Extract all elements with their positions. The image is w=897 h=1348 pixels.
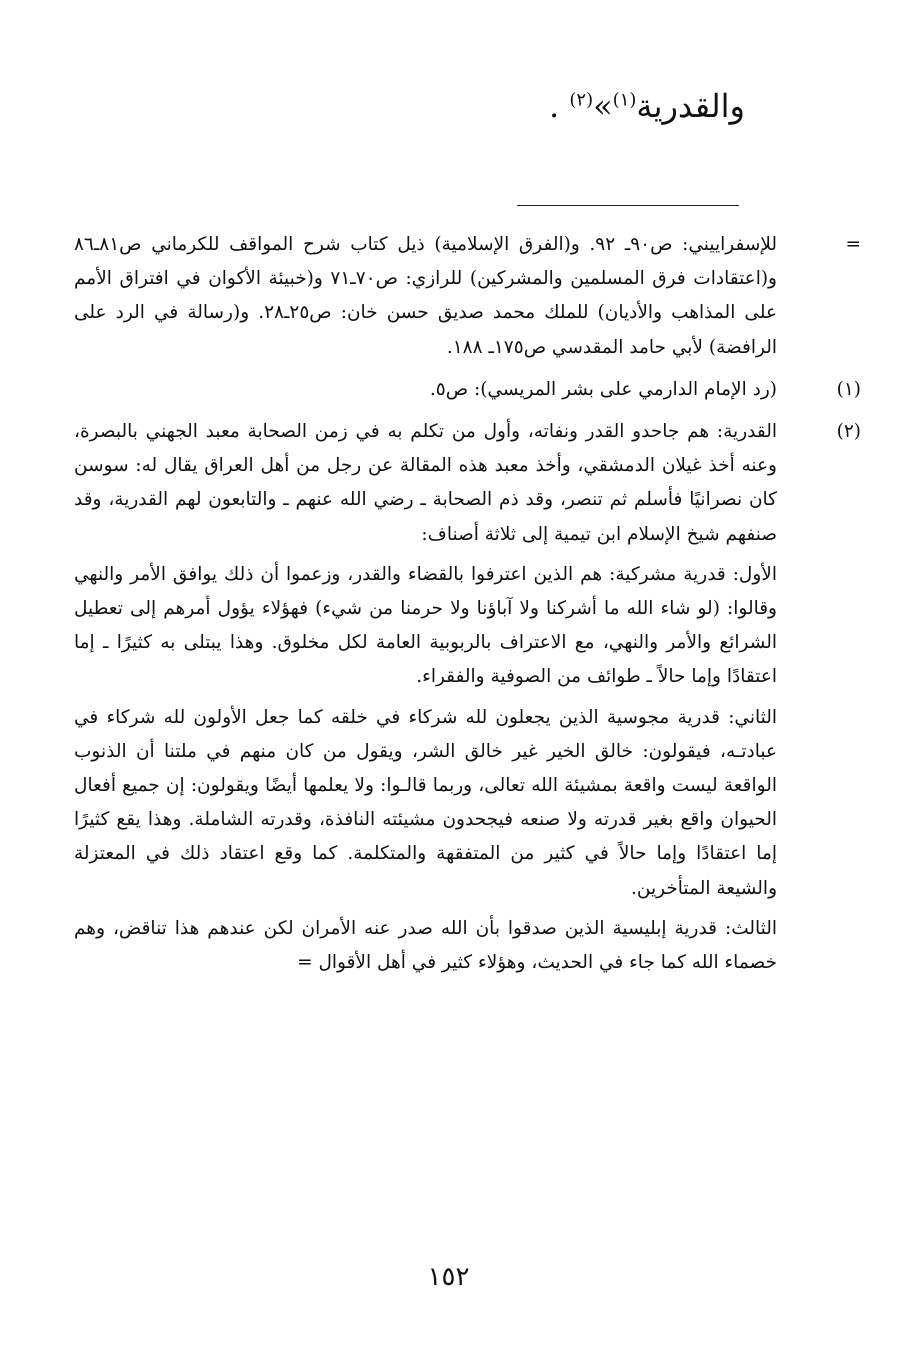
footnote-2: [74, 415, 861, 980]
footnote-ref-1[interactable]: (١): [612, 89, 637, 111]
footnote-1-text: (رد الإمام الدارمي على بشر المريسي): ص٥.: [429, 378, 777, 400]
page-number: ١٥٢: [427, 1262, 470, 1292]
footnote-2-paragraph-3: الثاني: قدرية مجوسية الذين يجعلون لله شركاء في خلقه كما جعل الأولون لله شركاء في عبادتـه، فيقولون: خالق الخير غير خالق الشر، ويقول من كان منهم في ملتنا أن الذنوب الواقعة ليست واقعة بمشيئة الله تعالى، وربما قالـوا: ولا يعلمها أيضًا ويقولون: إن جميع أفعال الحيوان واقع بغير قدرته ولا صنعه فيجحدون مشيئته النافذة، وقدرته الشاملة. وهذا يقع كثيرًا إما اعتقادًا وإما حالاً في كثير من المتفقهة والمتكلمة. كما وقع اعتقاد ذلك في المعتزلة والشيعة المتأخرين.: [74, 706, 777, 899]
footnote-separator: [517, 205, 739, 206]
main-text: والقدرية: [636, 87, 745, 125]
footnote-2-paragraph-4: الثالث: قدرية إبليسية الذين صدقوا بأن الله صدر عنه الأمران لكن عندهم هذا تناقض، وهم خصماء الله كما جاء في الحديث، وهؤلاء كثير في أهل الأقوال =: [74, 917, 777, 974]
closing-quote: »: [593, 87, 613, 125]
footnote-1: [74, 373, 861, 407]
main-end-period: .: [549, 87, 560, 125]
footnote-continuation: [74, 228, 861, 365]
continuation-text: للإسفراييني: ص٩٠ـ ٩٢. و(الفرق الإسلامية) ذيل كتاب شرح المواقف للكرماني ص٨١ـ٨٦ و(اعتقادات فرق المسلمين والمشركين) للرازي: ص٧٠ـ٧١ و(خبيئة الأكوان في افتراق الأمم على المذاهب والأديان) للملك محمد صديق حسن خان: ص٢٥ـ٢٨. و(رسالة في الرد على الرافضة) لأبي حامد المقدسي ص١٧٥ـ ١٨٨.: [74, 234, 778, 358]
footnotes-section: [74, 228, 861, 988]
footnote-1-number: (١): [836, 378, 861, 400]
main-text-line: [549, 84, 745, 128]
footnote-2-paragraph-1: القدرية: هم جاحدو القدر ونفاته، وأول من تكلم به في زمن الصحابة معبد الجهني بالبصرة، وعنه أخذ غيلان الدمشقي، وأخذ معبد هذه المقالة عن رجل من أهل العراق يقال له: سوسن كان نصرانيًا فأسلم ثم تنصر، وقد ذم الصحابة ـ رضي الله عنهم ـ والتابعون لهم القدرية، وقد صنفهم شيخ الإسلام ابن تيمية إلى ثلاثة أصناف:: [74, 421, 777, 545]
footnote-2-paragraph-2: الأول: قدرية مشركية: هم الذين اعترفوا بالقضاء والقدر، وزعموا أن ذلك يوافق الأمر والنهي وقالوا: (لو شاء الله ما أشركنا ولا آباؤنا ولا حرمنا من شيء) فهؤلاء يؤول أمرهم إلى تعطيل الشرائع والأمر والنهي، مع الاعتراف بالربوبية العامة لكل مخلوق. وهذا يبتلى به كثيرًا ـ إما اعتقادًا وإما حالاً ـ طوائف من الصوفية والفقراء.: [74, 563, 777, 688]
footnote-ref-2[interactable]: (٢): [569, 89, 594, 111]
continuation-mark: =: [845, 234, 861, 255]
footnote-2-number: (٢): [836, 421, 861, 443]
